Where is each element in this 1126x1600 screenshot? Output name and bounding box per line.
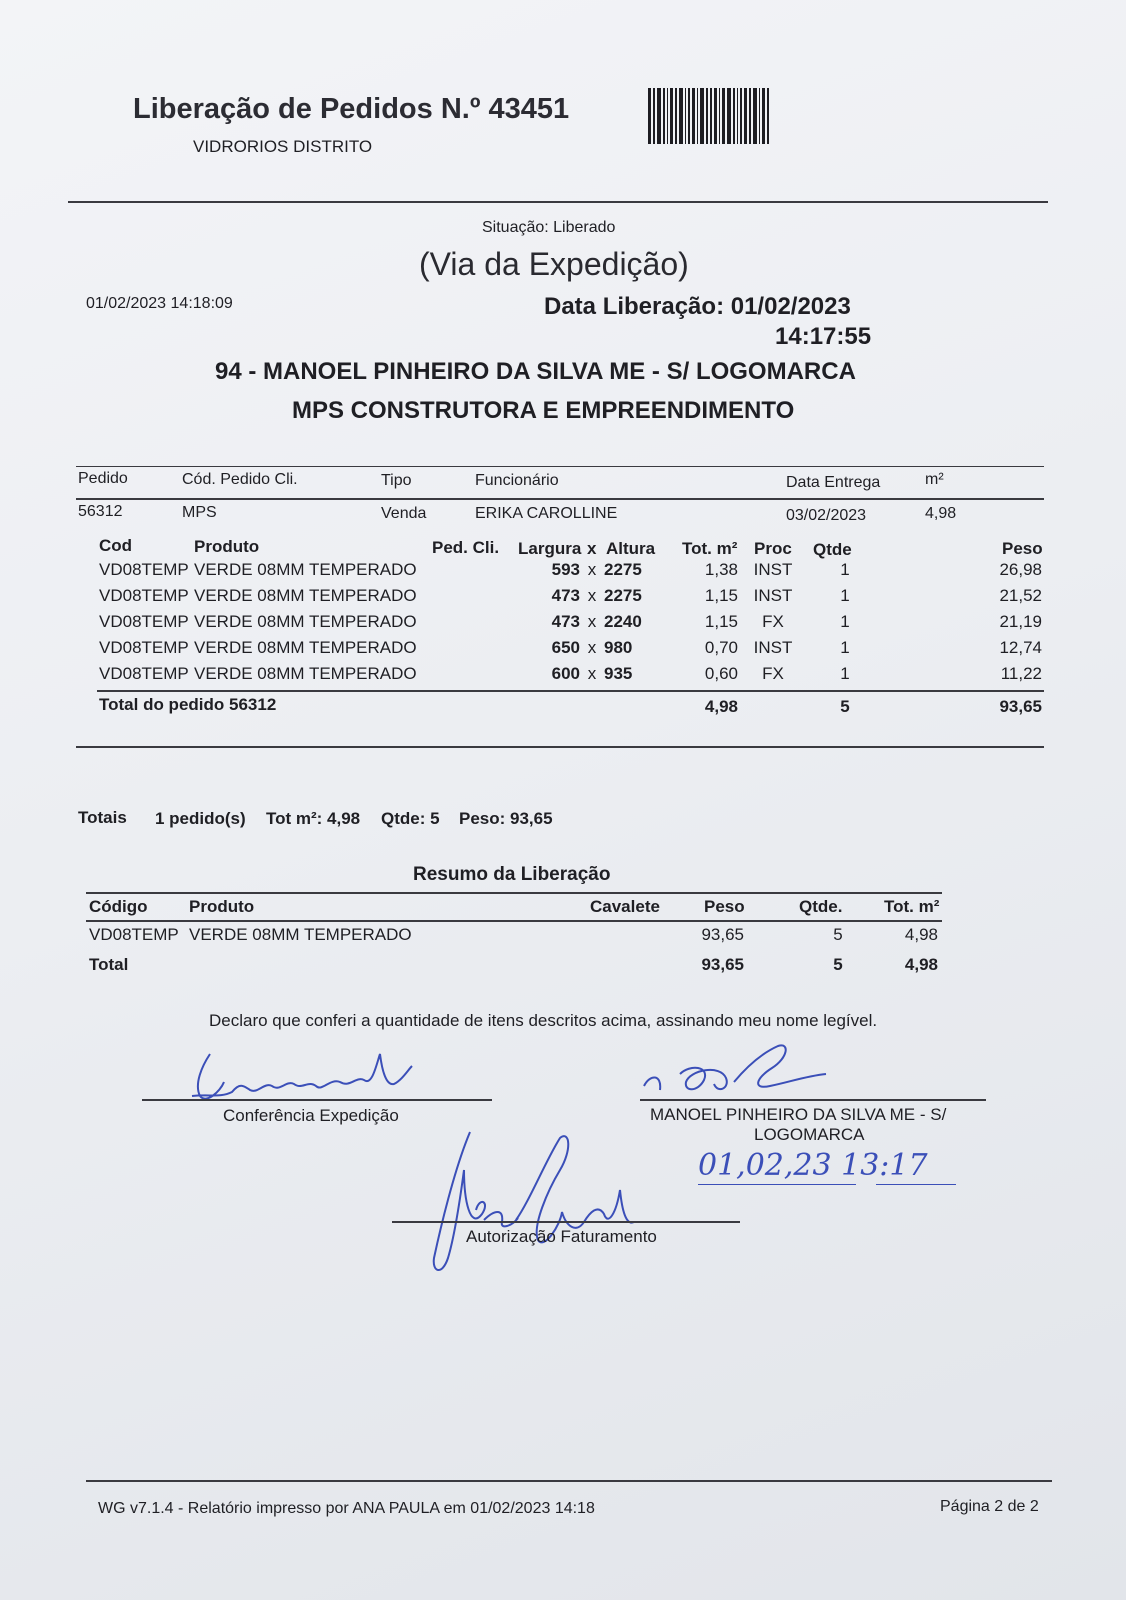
barcode-bar <box>697 88 698 144</box>
summary-col-codigo: Código <box>89 897 148 916</box>
item-row-qtde: 1 <box>840 612 850 631</box>
col-peso: Peso <box>1002 539 1043 558</box>
item-row-altura: 980 <box>604 638 633 657</box>
item-row-proc: FX <box>762 664 784 683</box>
items-total-rule <box>97 690 1044 692</box>
summary-row-tot-m2: 4,98 <box>904 925 938 944</box>
item-row-x: x <box>587 638 597 657</box>
item-row-peso: 12,74 <box>999 638 1042 657</box>
item-row-tot-m2: 0,70 <box>704 638 738 657</box>
item-row-peso: 26,98 <box>999 560 1042 579</box>
item-row-altura: 2275 <box>604 586 642 605</box>
expedicao-label: Conferência Expedição <box>223 1106 399 1125</box>
item-row-qtde: 1 <box>840 638 850 657</box>
summary-row-qtde: 5 <box>833 925 843 944</box>
barcode-bar <box>727 88 731 144</box>
signature-faturamento <box>420 1130 660 1280</box>
item-row-altura: 935 <box>604 664 633 683</box>
signature-expedicao <box>180 1046 420 1106</box>
summary-total-tot-m2: 4,98 <box>904 955 938 974</box>
item-row-qtde: 1 <box>840 586 850 605</box>
item-row-produto: VERDE 08MM TEMPERADO <box>194 612 417 631</box>
footer-rule <box>86 1480 1052 1482</box>
item-row-x: x <box>587 560 597 579</box>
client-label-line2: LOGOMARCA <box>754 1125 865 1144</box>
item-row-cod: VD08TEMP <box>99 612 189 631</box>
col-tot-m2: Tot. m² <box>682 539 738 558</box>
item-row-produto: VERDE 08MM TEMPERADO <box>194 560 417 579</box>
item-row-cod: VD08TEMP <box>99 586 189 605</box>
summary-total-qtde: 5 <box>833 955 843 974</box>
barcode-bar <box>679 88 683 144</box>
item-row-qtde: 1 <box>840 664 850 683</box>
item-row-proc: FX <box>762 612 784 631</box>
item-row-tot-m2: 1,15 <box>704 586 738 605</box>
footer-page: Página 2 de 2 <box>940 1498 1039 1515</box>
order-total-peso: 93,65 <box>999 697 1042 716</box>
barcode-bar <box>767 88 769 144</box>
copy-type: (Via da Expedição) <box>419 246 689 282</box>
handwritten-time-underline <box>876 1184 956 1185</box>
item-row-tot-m2: 1,38 <box>704 560 738 579</box>
barcode-bar <box>753 88 757 144</box>
header-divider <box>68 201 1048 203</box>
summary-header-rule <box>86 920 942 922</box>
item-row-peso: 21,19 <box>999 612 1042 631</box>
item-row-largura: 473 <box>551 612 580 631</box>
barcode-bar <box>667 88 668 144</box>
label-cod-pedido-cli: Cód. Pedido Cli. <box>182 471 298 488</box>
summary-col-tot-m2: Tot. m² <box>884 897 940 916</box>
label-m2: m² <box>925 471 944 488</box>
summary-col-produto: Produto <box>189 897 255 916</box>
totals-pedidos: 1 pedido(s) <box>155 809 246 828</box>
order-header-rule <box>76 498 1044 500</box>
item-row-largura: 593 <box>551 560 580 579</box>
item-row-proc: INST <box>753 638 793 657</box>
value-cod-pedido-cli: MPS <box>182 504 217 521</box>
barcode-bar <box>762 88 765 144</box>
value-m2: 4,98 <box>925 505 957 522</box>
order-total-qtde: 5 <box>840 697 850 716</box>
summary-row-codigo: VD08TEMP <box>89 925 179 944</box>
item-row-largura: 650 <box>551 638 580 657</box>
client-signature-line <box>640 1099 986 1101</box>
col-altura: Altura <box>606 539 656 558</box>
barcode-bar <box>675 88 677 144</box>
release-date: Data Liberação: 01/02/2023 <box>544 293 851 320</box>
barcode-bar <box>706 88 708 144</box>
item-row-x: x <box>587 612 597 631</box>
totals-label: Totais <box>78 808 127 827</box>
barcode-bar <box>733 88 735 144</box>
barcode-bar <box>710 88 712 144</box>
company-name: VIDRORIOS DISTRITO <box>193 137 373 156</box>
label-funcionario: Funcionário <box>475 472 559 489</box>
item-row-proc: INST <box>753 586 793 605</box>
summary-col-cavalete: Cavalete <box>590 897 660 916</box>
order-bottom-rule <box>76 746 1044 748</box>
barcode-bar <box>759 88 760 144</box>
client-label-line1: MANOEL PINHEIRO DA SILVA ME - S/ <box>650 1105 947 1124</box>
label-pedido: Pedido <box>78 470 128 487</box>
label-tipo: Tipo <box>381 472 412 489</box>
item-row-produto: VERDE 08MM TEMPERADO <box>194 638 417 657</box>
summary-col-qtde: Qtde. <box>799 897 843 916</box>
value-tipo: Venda <box>381 505 427 522</box>
barcode-bar <box>692 88 695 144</box>
col-largura: Largura <box>518 539 582 558</box>
barcode-bar <box>688 88 690 144</box>
col-cod: Cod <box>99 536 133 555</box>
item-row-peso: 11,22 <box>1000 664 1042 683</box>
totals-qtde: Qtde: 5 <box>381 809 440 828</box>
summary-col-peso: Peso <box>704 897 745 916</box>
barcode-bar <box>648 88 651 144</box>
label-data-entrega: Data Entrega <box>786 474 881 491</box>
item-row-x: x <box>587 664 597 683</box>
barcode-bar <box>744 88 747 144</box>
barcode-bar <box>700 88 704 144</box>
barcode-bar <box>663 88 665 144</box>
item-row-altura: 2240 <box>604 612 642 631</box>
order-top-rule <box>76 466 1044 467</box>
item-row-largura: 600 <box>551 664 580 683</box>
item-row-largura: 473 <box>551 586 580 605</box>
barcode <box>648 88 820 144</box>
item-row-produto: VERDE 08MM TEMPERADO <box>194 664 417 683</box>
barcode-bar <box>740 88 742 144</box>
item-row-tot-m2: 0,60 <box>704 664 738 683</box>
signature-client <box>640 1034 840 1104</box>
client-company: MPS CONSTRUTORA E EMPREENDIMENTO <box>292 397 795 424</box>
col-x: x <box>587 539 597 558</box>
summary-total-peso: 93,65 <box>701 955 744 974</box>
summary-row-produto: VERDE 08MM TEMPERADO <box>189 925 412 944</box>
col-proc: Proc <box>754 539 792 558</box>
printed-datetime: 01/02/2023 14:18:09 <box>86 295 233 312</box>
summary-total-label: Total <box>89 955 129 974</box>
summary-top-rule <box>86 892 942 894</box>
summary-title: Resumo da Liberação <box>413 864 611 885</box>
document-title: Liberação de Pedidos N.º 43451 <box>133 93 570 125</box>
item-row-qtde: 1 <box>840 560 850 579</box>
status-text: Situação: Liberado <box>482 219 616 236</box>
client-name: 94 - MANOEL PINHEIRO DA SILVA ME - S/ LOGOMARCA <box>215 358 856 385</box>
expedicao-signature-line <box>142 1099 492 1101</box>
handwritten-date-underline <box>698 1184 856 1185</box>
summary-row-peso: 93,65 <box>701 925 744 944</box>
totals-m2: Tot m²: 4,98 <box>266 809 361 828</box>
barcode-bar <box>722 88 725 144</box>
footer-left: WG v7.1.4 - Relatório impresso por ANA PAULA em 01/02/2023 14:18 <box>98 1500 595 1517</box>
declaration-text: Declaro que conferi a quantidade de itens descritos acima, assinando meu nome legível. <box>209 1011 878 1030</box>
order-total-m2: 4,98 <box>704 697 738 716</box>
col-produto: Produto <box>194 537 260 556</box>
barcode-bar <box>685 88 686 144</box>
barcode-bar <box>719 88 720 144</box>
col-ped-cli: Ped. Cli. <box>432 538 500 557</box>
handwritten-date: 01,02,23 13:17 <box>698 1148 928 1183</box>
faturamento-label: Autorização Faturamento <box>466 1227 657 1246</box>
col-qtde: Qtde <box>813 540 852 559</box>
barcode-bar <box>714 88 717 144</box>
release-time: 14:17:55 <box>775 323 872 350</box>
item-row-cod: VD08TEMP <box>99 560 189 579</box>
barcode-bar <box>653 88 655 144</box>
value-funcionario: ERIKA CAROLLINE <box>475 505 618 522</box>
barcode-bar <box>737 88 738 144</box>
item-row-x: x <box>587 586 597 605</box>
value-data-entrega: 03/02/2023 <box>786 507 867 524</box>
faturamento-signature-line <box>392 1221 740 1223</box>
order-total-label: Total do pedido 56312 <box>99 695 277 714</box>
barcode-bar <box>657 88 661 144</box>
barcode-bar <box>670 88 673 144</box>
item-row-proc: INST <box>753 560 793 579</box>
item-row-produto: VERDE 08MM TEMPERADO <box>194 586 417 605</box>
item-row-altura: 2275 <box>604 560 642 579</box>
barcode-bar <box>749 88 751 144</box>
item-row-tot-m2: 1,15 <box>704 612 738 631</box>
value-pedido: 56312 <box>78 503 123 520</box>
item-row-peso: 21,52 <box>999 586 1042 605</box>
totals-peso: Peso: 93,65 <box>459 809 553 828</box>
item-row-cod: VD08TEMP <box>99 638 189 657</box>
item-row-cod: VD08TEMP <box>99 664 189 683</box>
